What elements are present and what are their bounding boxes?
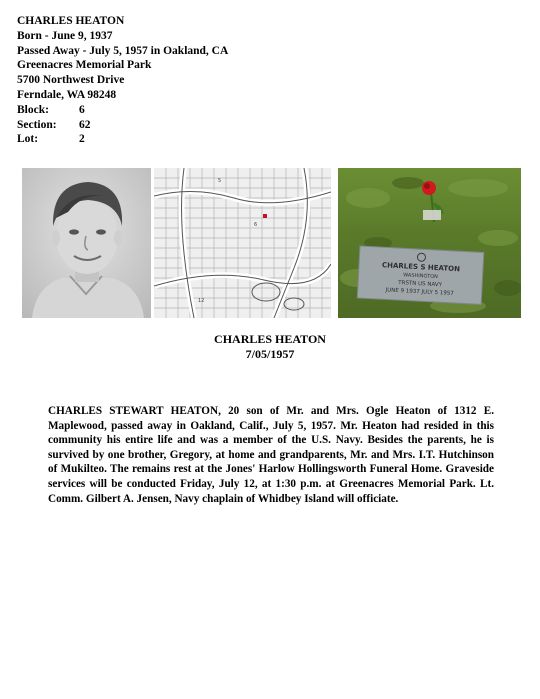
death-info: Passed Away - July 5, 1957 in Oakland, CA bbox=[17, 44, 229, 57]
block-value: 6 bbox=[79, 103, 85, 116]
obituary-name: CHARLES HEATON bbox=[214, 332, 326, 346]
headstone-state: WASHINGTON bbox=[403, 272, 438, 281]
portrait-photo bbox=[22, 168, 151, 318]
headstone-name: CHARLES S HEATON bbox=[381, 261, 461, 274]
headstone-dates: JUNE 9 1937 JULY 5 1957 bbox=[385, 287, 454, 297]
cemetery-city: Ferndale, WA 98248 bbox=[17, 88, 117, 101]
section-row bbox=[17, 118, 228, 133]
section-value: 62 bbox=[79, 118, 91, 131]
svg-text:6: 6 bbox=[254, 222, 258, 228]
birth-date: Born - June 9, 1937 bbox=[17, 29, 113, 42]
lot-label: Lot: bbox=[17, 133, 39, 146]
lot-value: 2 bbox=[79, 133, 85, 146]
cemetery-address: 5700 Northwest Drive bbox=[17, 74, 125, 87]
cemetery-name: Greenacres Memorial Park bbox=[17, 59, 152, 72]
block-label: Block: bbox=[17, 103, 49, 116]
svg-text:12: 12 bbox=[198, 298, 205, 304]
deceased-name: CHARLES HEATON bbox=[17, 15, 125, 27]
grave-marker-photo bbox=[338, 168, 521, 318]
section-label: Section: bbox=[17, 118, 57, 131]
headstone-rank: TRSTN US NAVY bbox=[398, 280, 443, 289]
obituary-text: CHARLES STEWART HEATON, 20 son of Mr. and Mrs. Ogle Heaton of 1312 E. Maplewood, passed away in Oakland, Calif., July 5, 1957. Mr. Heaton had resided in this community his entire life and was a member of the U.S. Navy. Besides the parents, he is survived by one brother, Gregory, at home and grandparents, Mr. and Mrs. I.T. Hutchinson of Mukilteo. The remains rest at the Jones' Harlow Hollingsworth Funeral Home. Graveside services will be conducted Friday, July 12, at 1:30 p.m. at Greenacres Memorial Park. Lt. Comm. Gilbert A. Jensen, Navy chaplain of Whidbey Island will officiate. bbox=[48, 405, 494, 505]
cemetery-map bbox=[154, 168, 331, 318]
block-row bbox=[17, 103, 228, 118]
obituary-date: 7/05/1957 bbox=[245, 347, 295, 361]
obituary-title bbox=[0, 332, 540, 362]
photo-strip bbox=[22, 168, 521, 318]
lot-row bbox=[17, 132, 228, 147]
svg-text:5: 5 bbox=[218, 178, 222, 184]
grave-info-header bbox=[17, 14, 228, 147]
